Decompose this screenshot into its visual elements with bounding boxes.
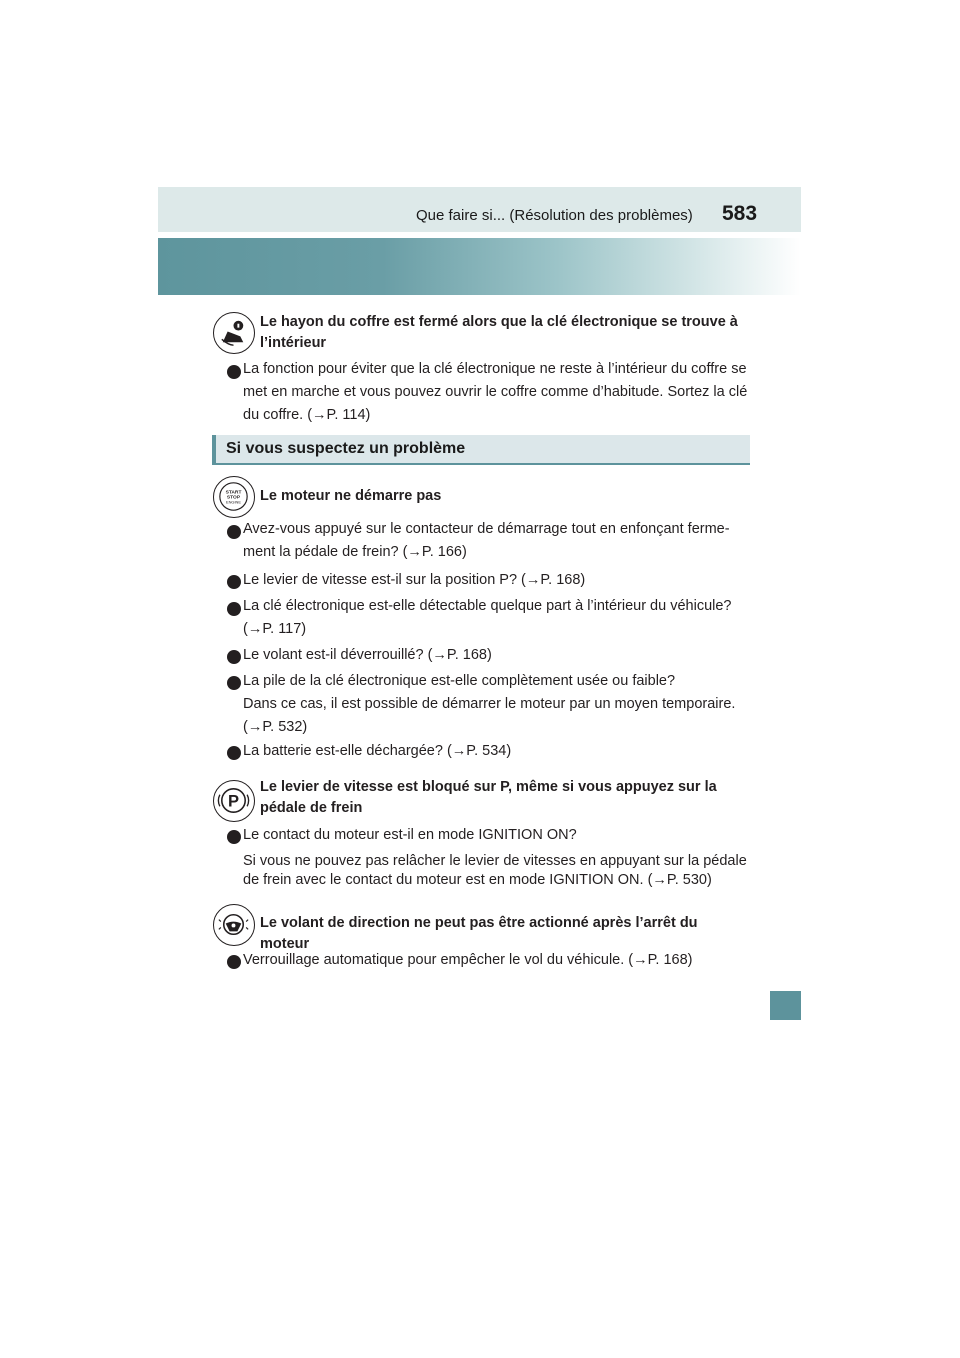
start-stop-button-icon [213,476,255,518]
section-heading-label: Si vous suspectez un problème [226,440,466,457]
running-header-title: Que faire si... (Résolution des problèmes) [416,207,693,224]
steering-bullet-text: Verrouillage automatique pour empêcher le vol du véhicule. (→P. 168) [243,952,693,968]
engine-battery-note: Dans ce cas, il est possible de démarrer le moteur par un moyen temporaire. (→P. 532) [243,696,736,735]
bullet-dot [227,575,241,589]
shift-question: Le levier de vitesse est bloqué sur P, même si vous appuyez sur la pédale de frein [260,779,717,816]
bullet-dot [227,650,241,664]
bullet-dot [227,830,241,844]
hatch-bullet-text: La fonction pour éviter que la clé électronique ne reste à l’intérieur du coffre se met en marche et vous pouvez ouvrir le coffre comme d’habitude. Sortez la clé du coffre. (→P. 114) [243,361,748,423]
bullet-dot [227,746,241,760]
engine-bullet-text: La batterie est-elle déchargée? (→P. 534) [243,743,512,759]
key-in-trunk-icon [213,312,255,354]
hatch-question: Le hayon du coffre est fermé alors que la clé électronique se trouve à l’intérieur [260,314,738,351]
engine-bullet-text: Le volant est-il déverrouillé? (→P. 168) [243,647,492,663]
engine-bullet-text: La pile de la clé électronique est-elle complètement usée ou faible? [243,673,676,689]
chapter-gradient-band [158,238,801,295]
svg-text:ENGINE: ENGINE [226,499,241,505]
steering-lock-icon [213,904,255,946]
svg-text:STOP: STOP [226,495,241,501]
svg-text:P: P [227,791,240,811]
engine-question: Le moteur ne démarre pas [260,488,442,504]
engine-bullet-text: Le levier de vitesse est-il sur la position P? (→P. 168) [243,572,586,588]
engine-bullet-text: La clé électronique est-elle détectable quelque part à l’intérieur du véhicule? (→P. 117) [243,598,732,637]
bullet-dot [227,955,241,969]
bullet-dot [227,676,241,690]
park-p-icon [213,780,255,822]
chapter-side-tab [770,991,801,1020]
svg-text:START: START [225,490,242,496]
engine-bullet-text: Avez-vous appuyé sur le contacteur de démarrage tout en enfonçant ferme-ment la pédale de frein? (→P. 166) [243,521,730,560]
bullet-dot [227,365,241,379]
section-heading [212,435,750,465]
shift-note: Si vous ne pouvez pas relâcher le levier de vitesses en appuyant sur la pédale de frein avec le contact du moteur est en mode IGNITION ON. (→P. 530) [243,853,747,888]
bullet-dot [227,602,241,616]
bullet-dot [227,525,241,539]
steering-question: Le volant de direction ne peut pas être actionné après l’arrêt du moteur [260,915,698,952]
shift-bullet-text: Le contact du moteur est-il en mode IGNITION ON? [243,827,577,843]
page-number: 583 [722,202,758,225]
